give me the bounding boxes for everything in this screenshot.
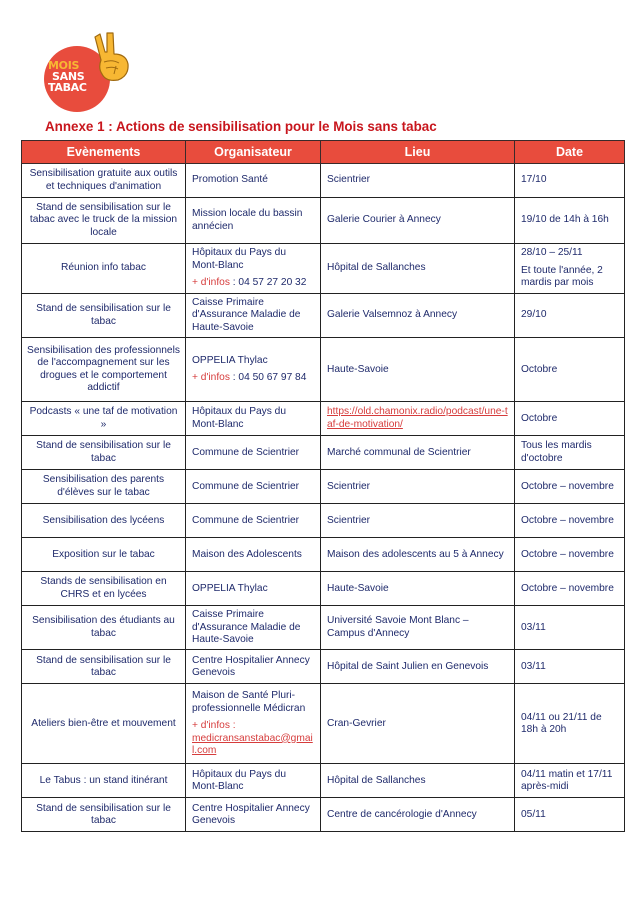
organizer-info: [192, 372, 314, 384]
cell-organizer: [186, 244, 321, 294]
more-info-label: + d'infos :: [192, 720, 236, 732]
place-text: Hôpital de Saint Julien en Genevois: [327, 660, 489, 672]
organizer-info: [192, 277, 314, 289]
place-text: Haute-Savoie: [327, 582, 389, 594]
event-text: Réunion info tabac: [61, 262, 146, 274]
place-text: Marché communal de Scientrier: [327, 446, 471, 458]
event-text: Sensibilisation des lycéens: [42, 514, 165, 526]
organizer-name: Mission locale du bassin annécien: [192, 208, 303, 232]
organizer-name: Centre Hospitalier Annecy Genevois: [192, 654, 310, 678]
organizer-name: Commune de Scientrier: [192, 514, 300, 526]
cell-organizer: [186, 338, 321, 402]
place-text: Centre de cancérologie d'Annecy: [327, 808, 477, 820]
cell-event: [22, 798, 186, 832]
organizer-name: OPPELIA Thylac: [192, 354, 268, 366]
cell-event: [22, 572, 186, 606]
date-text: 05/11: [521, 808, 546, 820]
cell-event: [22, 436, 186, 470]
cell-organizer: [186, 606, 321, 650]
cell-place: [321, 764, 515, 798]
cell-event: [22, 198, 186, 244]
cell-event: [22, 538, 186, 572]
date-text: 03/11: [521, 660, 546, 672]
date-text: Octobre – novembre: [521, 548, 614, 560]
phone-number: : 04 50 67 97 84: [229, 372, 307, 384]
cell-place: [321, 606, 515, 650]
date-extra: Et toute l'année, 2 mardis par mois: [521, 264, 603, 289]
cell-event: [22, 650, 186, 684]
cell-date: [515, 538, 625, 572]
place-text: Maison des adolescents au 5 à Annecy: [327, 548, 504, 560]
date-text: Octobre: [521, 412, 558, 424]
cell-date: [515, 684, 625, 764]
date-text: Octobre: [521, 363, 558, 375]
cell-place: [321, 538, 515, 572]
cell-place: [321, 294, 515, 338]
event-text: Stand de sensibilisation sur le tabac: [36, 802, 171, 826]
logo-line-2: SANS: [52, 70, 85, 83]
table-row: [22, 338, 625, 402]
cell-event: [22, 684, 186, 764]
place-text: Scientrier: [327, 514, 371, 526]
date-text: 04/11 matin et 17/11 après-midi: [521, 768, 613, 792]
table-row: [22, 436, 625, 470]
place-text: Haute-Savoie: [327, 363, 389, 375]
cell-organizer: [186, 572, 321, 606]
table-row: [22, 606, 625, 650]
place-text: Cran-Gevrier: [327, 717, 386, 729]
cell-organizer: [186, 684, 321, 764]
date-text: 29/10: [521, 309, 547, 321]
cell-date: [515, 606, 625, 650]
cell-organizer: [186, 650, 321, 684]
cell-event: [22, 164, 186, 198]
cell-organizer: [186, 798, 321, 832]
cell-place: [321, 572, 515, 606]
date-text: 19/10 de 14h à 16h: [521, 214, 609, 226]
table-row: [22, 198, 625, 244]
event-text: Sensibilisation des étudiants au tabac: [32, 615, 175, 639]
page-title: Annexe 1 : Actions de sensibilisation pour le Mois sans tabac: [45, 119, 437, 134]
date-text: Octobre – novembre: [521, 480, 614, 492]
organizer-info: [192, 720, 314, 757]
cell-date: [515, 650, 625, 684]
cell-place: [321, 402, 515, 436]
organizer-name: Caisse Primaire d'Assurance Maladie de Haute-Savoie: [192, 609, 301, 646]
event-text: Sensibilisation gratuite aux outils et techniques d'animation: [29, 168, 178, 192]
organizer-name: Centre Hospitalier Annecy Genevois: [192, 802, 310, 826]
event-text: Sensibilisation des parents d'élèves sur le tabac: [42, 474, 165, 498]
event-text: Exposition sur le tabac: [52, 548, 155, 560]
table-row: [22, 572, 625, 606]
organizer-name: Hôpitaux du Pays du Mont-Blanc: [192, 406, 287, 430]
table-row: [22, 402, 625, 436]
table-row: [22, 470, 625, 504]
cell-date: [515, 470, 625, 504]
cell-event: [22, 244, 186, 294]
cell-date: [515, 164, 625, 198]
organizer-name: OPPELIA Thylac: [192, 582, 268, 594]
table-row: [22, 650, 625, 684]
place-text: Galerie Courier à Annecy: [327, 214, 441, 226]
organizer-name: Commune de Scientrier: [192, 446, 300, 458]
cell-event: [22, 764, 186, 798]
place-text: Hôpital de Sallanches: [327, 262, 426, 274]
cell-place: [321, 244, 515, 294]
place-text: Scientrier: [327, 480, 371, 492]
place-text: Université Savoie Mont Blanc – Campus d'Annecy: [327, 615, 469, 639]
cell-event: [22, 294, 186, 338]
header-organizer: Organisateur: [186, 141, 321, 164]
organizer-name: Commune de Scientrier: [192, 480, 300, 492]
cell-date: [515, 338, 625, 402]
date-text: 28/10 – 25/11: [521, 247, 583, 259]
table-row: [22, 164, 625, 198]
date-text: Tous les mardis d'octobre: [521, 440, 592, 464]
mois-sans-tabac-logo: [44, 32, 136, 114]
cell-event: [22, 606, 186, 650]
victory-hand-icon: [92, 32, 134, 82]
organizer-name: Hôpitaux du Pays du Mont-Blanc: [192, 247, 287, 271]
cell-place: [321, 164, 515, 198]
event-text: Stand de sensibilisation sur le tabac: [36, 440, 171, 464]
phone-number: : 04 57 27 20 32: [229, 277, 307, 289]
logo-line-1: MOIS: [48, 59, 80, 72]
cell-place: [321, 338, 515, 402]
cell-organizer: [186, 164, 321, 198]
more-info-label: + d'infos: [192, 372, 230, 384]
cell-date: [515, 198, 625, 244]
table-row: [22, 764, 625, 798]
cell-date: [515, 294, 625, 338]
table-row: [22, 684, 625, 764]
event-text: Sensibilisation des professionnels de l'accompagnement sur les drogues et le comportement addictif: [27, 344, 180, 394]
email-link[interactable]: medicransanstabac@gmail.com: [192, 732, 313, 757]
organizer-name: Hôpitaux du Pays du Mont-Blanc: [192, 768, 287, 792]
cell-place: [321, 504, 515, 538]
cell-place: [321, 798, 515, 832]
date-text: Octobre – novembre: [521, 514, 614, 526]
cell-place: [321, 436, 515, 470]
cell-place: [321, 650, 515, 684]
cell-event: [22, 338, 186, 402]
cell-organizer: [186, 294, 321, 338]
organizer-name: Maison de Santé Pluri-professionnelle Médicran: [192, 690, 306, 714]
cell-event: [22, 470, 186, 504]
event-text: Stand de sensibilisation sur le tabac avec le truck de la mission locale: [29, 201, 178, 238]
header-place: Lieu: [321, 141, 515, 164]
cell-organizer: [186, 198, 321, 244]
date-text: 04/11 ou 21/11 de 18h à 20h: [521, 711, 602, 735]
cell-date: [515, 764, 625, 798]
cell-date: [515, 798, 625, 832]
date-text: Octobre – novembre: [521, 582, 614, 594]
event-text: Ateliers bien-être et mouvement: [31, 717, 176, 729]
organizer-name: Caisse Primaire d'Assurance Maladie de Haute-Savoie: [192, 297, 301, 333]
cell-place: [321, 684, 515, 764]
cell-organizer: [186, 764, 321, 798]
table-row: [22, 244, 625, 294]
place-text: Scientrier: [327, 174, 371, 186]
date-text: 03/11: [521, 621, 546, 633]
cell-organizer: [186, 538, 321, 572]
event-text: Stand de sensibilisation sur le tabac: [36, 303, 171, 327]
cell-organizer: [186, 504, 321, 538]
event-text: Stand de sensibilisation sur le tabac: [36, 654, 171, 678]
cell-place: [321, 470, 515, 504]
cell-event: [22, 504, 186, 538]
cell-date: [515, 244, 625, 294]
more-info-label: + d'infos: [192, 277, 230, 289]
cell-date: [515, 504, 625, 538]
cell-event: [22, 402, 186, 436]
cell-organizer: [186, 402, 321, 436]
table-body: [22, 164, 625, 832]
logo-line-3: TABAC: [48, 81, 87, 94]
event-text: Le Tabus : un stand itinérant: [39, 774, 168, 786]
table-row: [22, 504, 625, 538]
cell-organizer: [186, 436, 321, 470]
cell-date: [515, 436, 625, 470]
cell-place: [321, 198, 515, 244]
organizer-name: Promotion Santé: [192, 174, 268, 186]
actions-table: [21, 140, 625, 832]
organizer-name: Maison des Adolescents: [192, 548, 302, 560]
place-text: Galerie Valsemnoz à Annecy: [327, 309, 458, 321]
header-events: Evènements: [22, 141, 186, 164]
event-text: Podcasts « une taf de motivation »: [29, 406, 178, 430]
table-row: [22, 538, 625, 572]
cell-date: [515, 572, 625, 606]
table-row: [22, 294, 625, 338]
event-text: Stands de sensibilisation en CHRS et en lycées: [40, 576, 167, 600]
date-text: 17/10: [521, 174, 547, 186]
cell-organizer: [186, 470, 321, 504]
podcast-link[interactable]: https://old.chamonix.radio/podcast/une-taf-de-motivation/: [327, 406, 508, 430]
table-row: [22, 798, 625, 832]
header-date: Date: [515, 141, 625, 164]
place-text: Hôpital de Sallanches: [327, 774, 426, 786]
table-header-row: [22, 141, 625, 164]
cell-date: [515, 402, 625, 436]
